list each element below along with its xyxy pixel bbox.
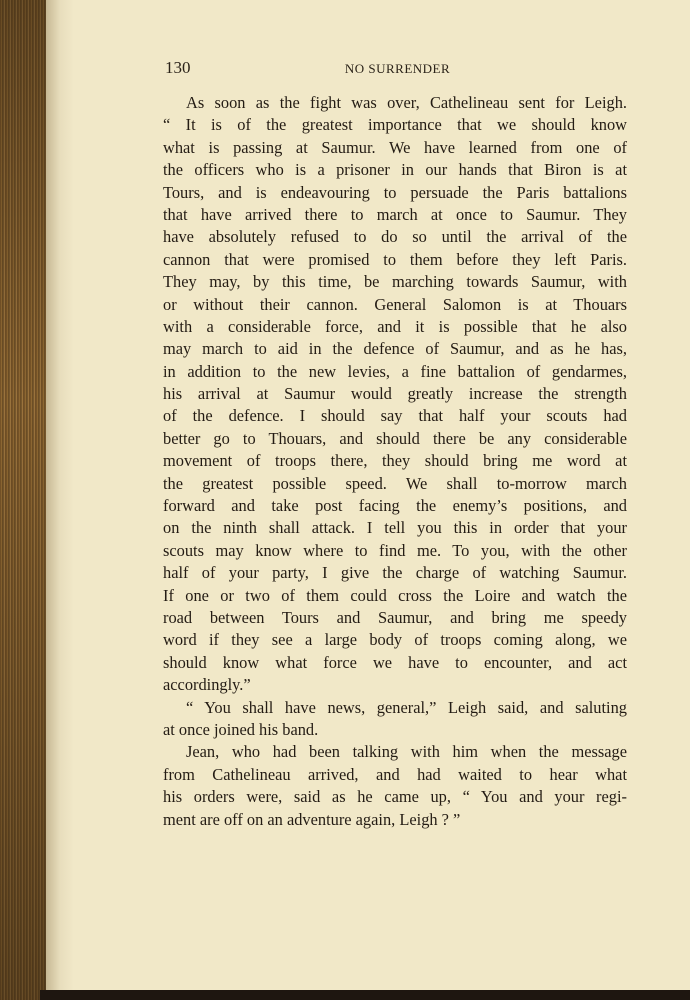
text-line: have absolutely refused to do so until the arrival of the	[163, 227, 627, 247]
body-text	[163, 92, 627, 831]
text-line: scouts may know where to find me. To you, with the other	[163, 540, 627, 560]
text-line: his arrival at Saumur would greatly increase the strength	[163, 384, 627, 404]
text-line: accordingly.”	[163, 675, 251, 695]
text-line: should know what force we have to encounter, and act	[163, 652, 627, 672]
text-line: that have arrived there to march at once to Saumur. They	[163, 204, 627, 224]
text-line: at once joined his band.	[163, 719, 319, 739]
text-line: forward and take post facing the enemy’s positions, and	[163, 496, 627, 516]
text-line: “ It is of the greatest importance that we should know	[163, 115, 627, 135]
text-line: If one or two of them could cross the Loire and watch the	[163, 585, 627, 605]
text-line: As soon as the fight was over, Cathelineau sent for Leigh.	[186, 93, 627, 112]
running-title: NO SURRENDER	[344, 61, 451, 76]
text-line: half of your party, I give the charge of watching Saumur.	[163, 563, 627, 583]
text-line: what is passing at Saumur. We have learned from one of	[163, 137, 627, 157]
text-line: on the ninth shall attack. I tell you this in order that your	[163, 518, 627, 538]
page-number: 130	[165, 58, 191, 77]
text-line: Jean, who had been talking with him when the message	[186, 742, 627, 762]
text-line: movement of troops there, they should bring me word at	[163, 451, 627, 471]
text-line: from Cathelineau arrived, and had waited to hear what	[163, 764, 627, 784]
text-line: his orders were, said as he came up, “ You and your regi-	[163, 787, 627, 807]
book-bottom-edge	[40, 990, 690, 1000]
text-line: Tours, and is endeavouring to persuade the Paris battalions	[163, 182, 627, 202]
text-line: better go to Thouars, and should there be any considerable	[163, 428, 627, 448]
text-line: of the defence. I should say that half your scouts had	[163, 406, 627, 426]
page-header	[165, 58, 630, 82]
text-line: in addition to the new levies, a fine battalion of gendarmes,	[163, 361, 627, 381]
text-line: with a considerable force, and it is possible that he also	[163, 316, 627, 336]
text-line: the greatest possible speed. We shall to-morrow march	[163, 473, 627, 493]
text-line: the officers who is a prisoner in our hands that Biron is at	[163, 160, 627, 180]
text-line: They may, by this time, be marching towards Saumur, with	[163, 272, 627, 292]
text-line: “ You shall have news, general,” Leigh said, and saluting	[186, 697, 627, 717]
text-line: cannon that were promised to them before they left Paris.	[163, 249, 627, 269]
text-line: ment are off on an adventure again, Leigh ? ”	[163, 809, 461, 829]
text-line: word if they see a large body of troops coming along, we	[163, 630, 627, 650]
text-line: road between Tours and Saumur, and bring me speedy	[163, 607, 627, 627]
text-line: may march to aid in the defence of Saumur, and as he has,	[163, 339, 627, 359]
text-line: or without their cannon. General Salomon is at Thouars	[163, 294, 627, 314]
